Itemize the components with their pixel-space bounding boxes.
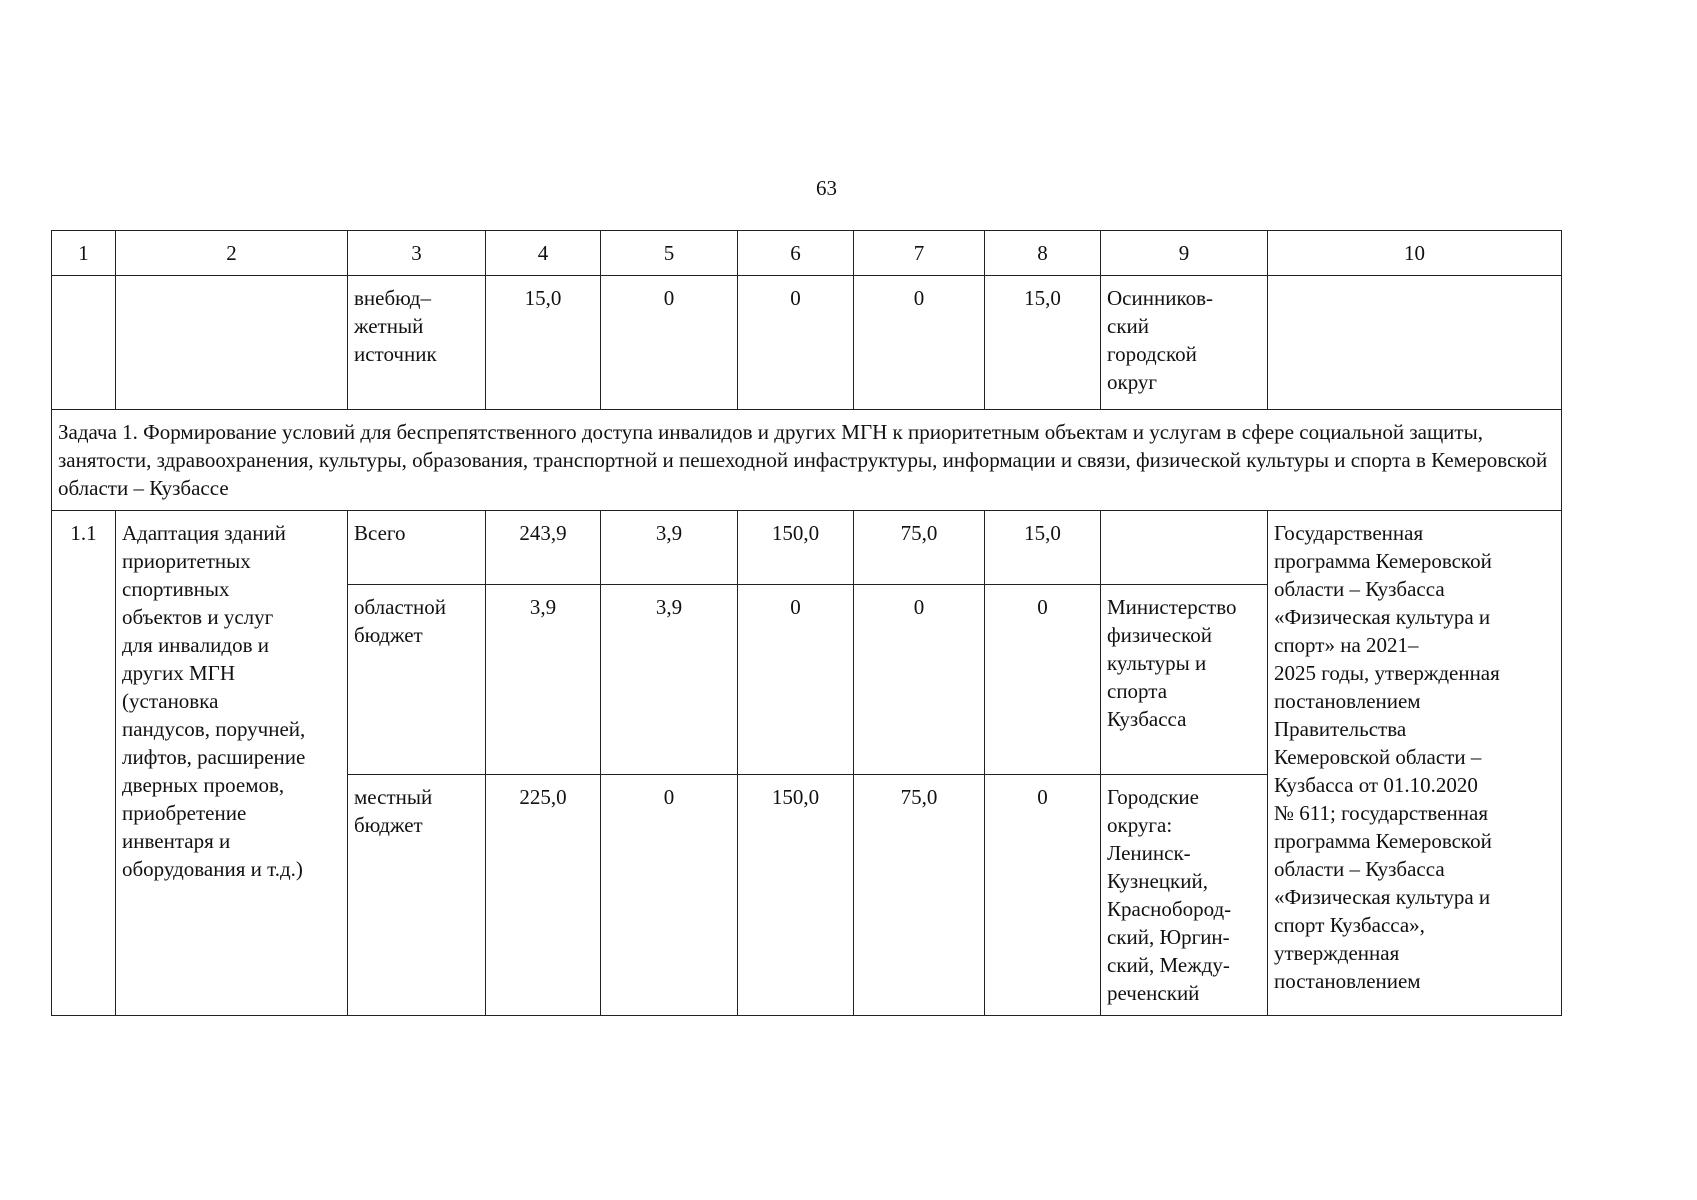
col-header-6: 6 <box>738 231 854 276</box>
funding-source: Всего <box>348 511 486 585</box>
program-table <box>51 230 1562 1016</box>
value-year-4: 15,0 <box>985 511 1101 585</box>
value-year-3: 75,0 <box>854 511 985 585</box>
column-number-row <box>52 231 1562 276</box>
value-year-2: 0 <box>738 276 854 410</box>
value-year-1: 0 <box>601 276 738 410</box>
value-total: 243,9 <box>486 511 601 585</box>
empty-cell <box>116 276 348 410</box>
col-header-10: 10 <box>1268 231 1562 276</box>
col-header-8: 8 <box>985 231 1101 276</box>
value-total: 15,0 <box>486 276 601 410</box>
table-row-total <box>52 511 1562 585</box>
executor: Министерство физической культуры и спорта Кузбасса <box>1101 585 1268 775</box>
value-year-3: 0 <box>854 585 985 775</box>
value-year-3: 0 <box>854 276 985 410</box>
value-year-1: 3,9 <box>601 585 738 775</box>
value-year-3: 75,0 <box>854 775 985 1016</box>
col-header-9: 9 <box>1101 231 1268 276</box>
task-row <box>52 410 1562 511</box>
task-heading: Задача 1. Формирование условий для беспрепятственного доступа инвалидов и других МГН к приоритетным объектам и услугам в сфере социальной защиты, занятости, здравоохранения, культуры, образования, транспортной и пешеходной инфаструктуры, информации и связи, физической культуры и спорта в Кемеровской области – Кузбассе <box>52 410 1562 511</box>
funding-source: внебюд– жетный источник <box>348 276 486 410</box>
value-year-2: 150,0 <box>738 775 854 1016</box>
page-number: 63 <box>816 176 837 200</box>
col-header-3: 3 <box>348 231 486 276</box>
value-year-2: 150,0 <box>738 511 854 585</box>
executor: Городские округа: Ленинск- Кузнецкий, Краснобород- ский, Юргин- ский, Между- реченский <box>1101 775 1268 1016</box>
col-header-2: 2 <box>116 231 348 276</box>
funding-source: местный бюджет <box>348 775 486 1016</box>
legal-basis: Государственная программа Кемеровской области – Кузбасса «Физическая культура и спорт» на 2021– 2025 годы, утвержденная постановлением Правительства Кемеровской области – Кузбасса от 01.10.2020 № 611; государственная программа Кемеровской области – Кузбасса «Физическая культура и спорт Кузбасса», утвержденная постановлением <box>1268 511 1562 1016</box>
item-number: 1.1 <box>52 511 116 1016</box>
item-name: Адаптация зданий приоритетных спортивных объектов и услуг для инвалидов и других МГН (установка пандусов, поручней, лифтов, расширение дверных проемов, приобретение инвентаря и оборудования и т.д.) <box>116 511 348 1016</box>
value-year-1: 3,9 <box>601 511 738 585</box>
col-header-4: 4 <box>486 231 601 276</box>
col-header-7: 7 <box>854 231 985 276</box>
executor: Осинников- ский городской округ <box>1101 276 1268 410</box>
table-row-extrabudgetary <box>52 276 1562 410</box>
value-year-1: 0 <box>601 775 738 1016</box>
value-year-2: 0 <box>738 585 854 775</box>
value-total: 3,9 <box>486 585 601 775</box>
empty-cell <box>52 276 116 410</box>
funding-source: областной бюджет <box>348 585 486 775</box>
value-year-4: 0 <box>985 585 1101 775</box>
empty-cell <box>1268 276 1562 410</box>
col-header-1: 1 <box>52 231 116 276</box>
col-header-5: 5 <box>601 231 738 276</box>
value-year-4: 15,0 <box>985 276 1101 410</box>
value-year-4: 0 <box>985 775 1101 1016</box>
value-total: 225,0 <box>486 775 601 1016</box>
executor <box>1101 511 1268 585</box>
